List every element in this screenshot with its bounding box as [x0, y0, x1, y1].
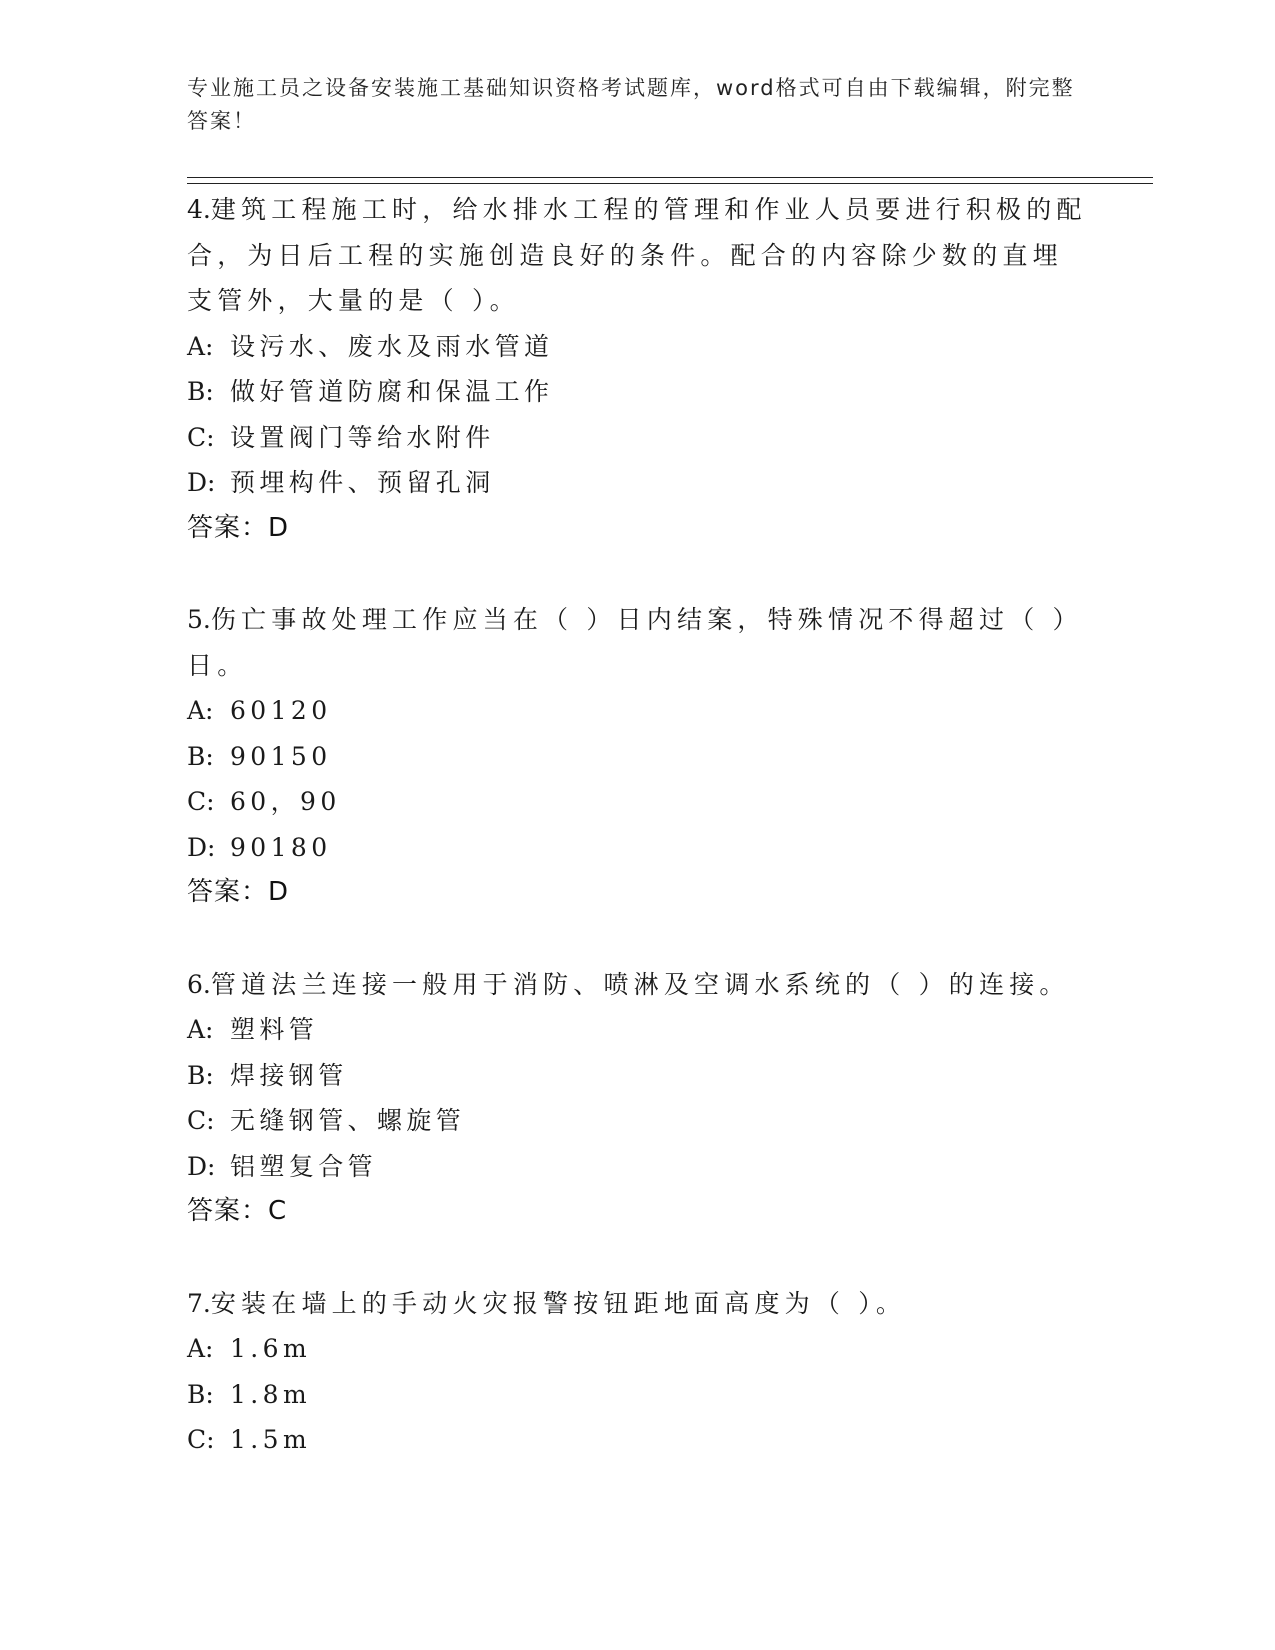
option-d	[187, 460, 1087, 506]
question-text: 管道法兰连接一般用于消防、喷淋及空调水系统的（ ）的连接。	[210, 969, 1070, 999]
option-text: 60，90	[230, 787, 341, 816]
option-text: 1.8m	[230, 1379, 312, 1409]
question-stem	[187, 962, 1087, 1008]
option-text: 设污水、废水及雨水管道	[230, 331, 554, 361]
option-text: 预埋构件、预留孔洞	[230, 468, 495, 497]
answer-line: 答案：D	[187, 877, 290, 907]
option-c	[187, 1098, 1087, 1144]
question-text: 伤亡事故处理工作应当在（ ）日内结案，特殊情况不得超过（ ）日。	[187, 605, 1083, 680]
question-text: 安装在墙上的手动火灾报警按钮距地面高度为（ ）。	[210, 1288, 907, 1318]
question-number: 7.	[187, 1288, 211, 1318]
option-c	[187, 779, 1087, 825]
option-a	[187, 324, 1087, 370]
answer-line: 答案：D	[187, 512, 290, 543]
option-text: 1.5m	[230, 1425, 312, 1454]
question-number: 5.	[187, 605, 211, 634]
option-key: C:	[187, 1425, 215, 1454]
document-header: 专业施工员之设备安装施工基础知识资格考试题库，word格式可自由下载编辑，附完整答案！	[187, 76, 1075, 133]
option-key: A:	[187, 696, 214, 725]
option-key: C:	[187, 787, 215, 816]
option-key: D:	[187, 1151, 216, 1181]
question-5	[187, 597, 1087, 916]
option-text: 做好管道防腐和保温工作	[230, 377, 554, 406]
option-b	[187, 1372, 1087, 1418]
option-d	[187, 1144, 1087, 1190]
option-key: B:	[187, 741, 214, 771]
option-key: D:	[187, 468, 216, 497]
question-list	[187, 187, 1087, 1509]
option-text: 90180	[230, 832, 332, 862]
question-7	[187, 1281, 1087, 1463]
question-stem	[187, 187, 1087, 324]
option-a	[187, 1007, 1087, 1053]
option-text: 铝塑复合管	[230, 1151, 378, 1181]
option-d	[187, 825, 1087, 871]
header-rule-top	[187, 177, 1153, 178]
option-key: B:	[187, 377, 214, 406]
option-key: A:	[187, 331, 214, 361]
question-stem	[187, 1281, 1087, 1327]
option-text: 设置阀门等给水附件	[230, 422, 495, 452]
option-a	[187, 688, 1087, 734]
option-key: D:	[187, 832, 216, 862]
option-key: C:	[187, 422, 215, 452]
option-text: 塑料管	[230, 1015, 319, 1044]
header-rule-bottom	[187, 183, 1153, 184]
question-4	[187, 187, 1087, 551]
option-text: 焊接钢管	[230, 1060, 348, 1090]
option-text: 1.6m	[230, 1334, 312, 1363]
option-text: 无缝钢管、螺旋管	[230, 1106, 466, 1135]
option-text: 90150	[230, 741, 332, 771]
option-key: C:	[187, 1106, 215, 1135]
question-stem	[187, 597, 1087, 688]
option-b	[187, 369, 1087, 415]
answer-line: 答案：C	[187, 1196, 288, 1226]
option-key: B:	[187, 1060, 214, 1090]
option-c	[187, 415, 1087, 461]
question-number: 6.	[187, 969, 211, 999]
option-text: 60120	[230, 696, 332, 725]
option-b	[187, 734, 1087, 780]
option-key: A:	[187, 1334, 214, 1363]
option-a	[187, 1326, 1087, 1372]
option-key: B:	[187, 1379, 214, 1409]
question-number: 4.	[187, 195, 211, 224]
option-key: A:	[187, 1015, 214, 1044]
question-6	[187, 962, 1087, 1235]
question-text: 建筑工程施工时，给水排水工程的管理和作业人员要进行积极的配合，为日后工程的实施创造良好的条件。配合的内容除少数的直埋支管外，大量的是（ ）。	[187, 195, 1087, 315]
option-c	[187, 1417, 1087, 1463]
option-b	[187, 1053, 1087, 1099]
